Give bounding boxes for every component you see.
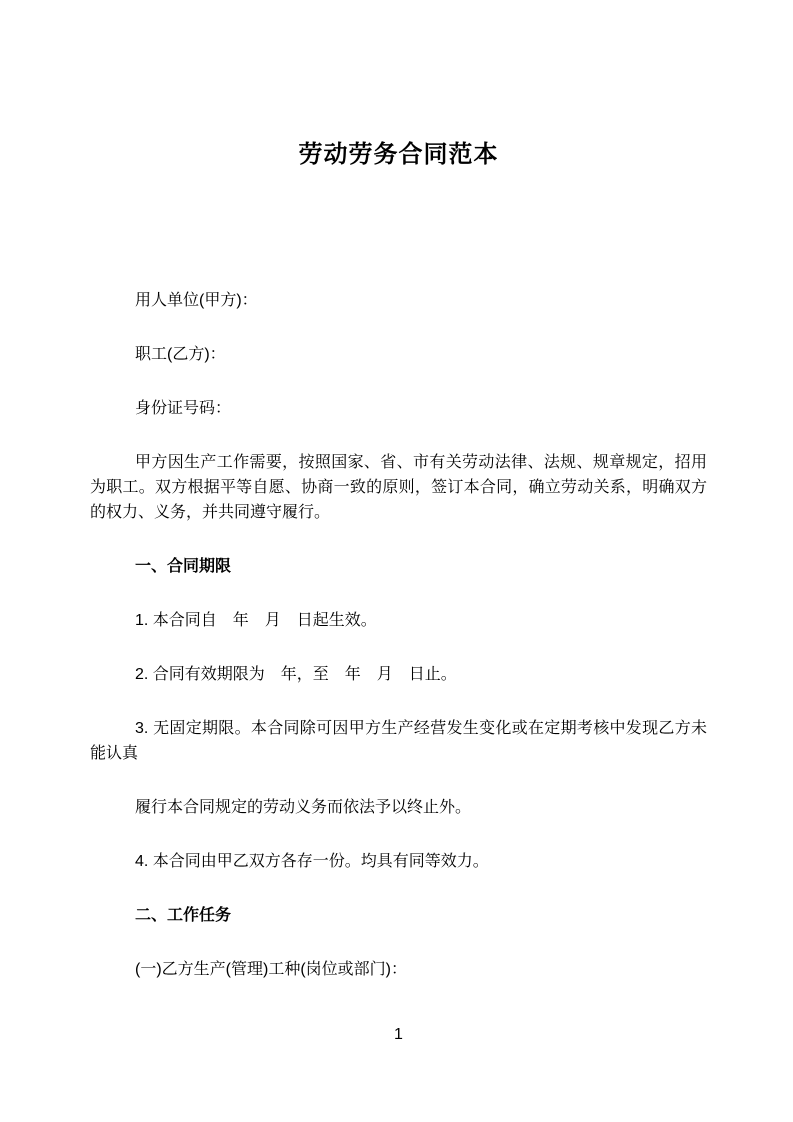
section-1-item-1: 1. 本合同自 年 月 日起生效。 xyxy=(135,612,377,629)
section-1-item-2: 2. 合同有效期限为 年，至 年 月 日止。 xyxy=(135,666,457,683)
document-title: 劳动劳务合同范本 xyxy=(298,141,499,168)
section-1-item-3-continuation: 履行本合同规定的劳动义务而依法予以终止外。 xyxy=(135,799,472,816)
section-1-heading: 一、合同期限 xyxy=(135,558,232,575)
section-2-heading: 二、工作任务 xyxy=(135,907,232,924)
section-1-item-3: 3. 无固定期限。本合同除可因甲方生产经营发生变化或在定期考核中发现乙方未能认真 xyxy=(90,720,707,762)
section-1-item-4: 4. 本合同由甲乙双方各存一份。均具有同等效力。 xyxy=(135,853,489,870)
field-employer: 用人单位(甲方)： xyxy=(135,292,258,309)
section-2-item-1: (一)乙方生产(管理)工种(岗位或部门)： xyxy=(135,961,407,978)
page-number: 1 xyxy=(394,1026,403,1043)
intro-paragraph: 甲方因生产工作需要，按照国家、省、市有关劳动法律、法规、规章规定，招用为职工。双方根据平等自愿、协商一致的原则，签订本合同，确立劳动关系，明确双方的权力、义务，并共同遵守履行。 xyxy=(90,454,707,521)
field-employee: 职工(乙方)： xyxy=(135,346,226,363)
field-id-number: 身份证号码： xyxy=(135,400,232,417)
